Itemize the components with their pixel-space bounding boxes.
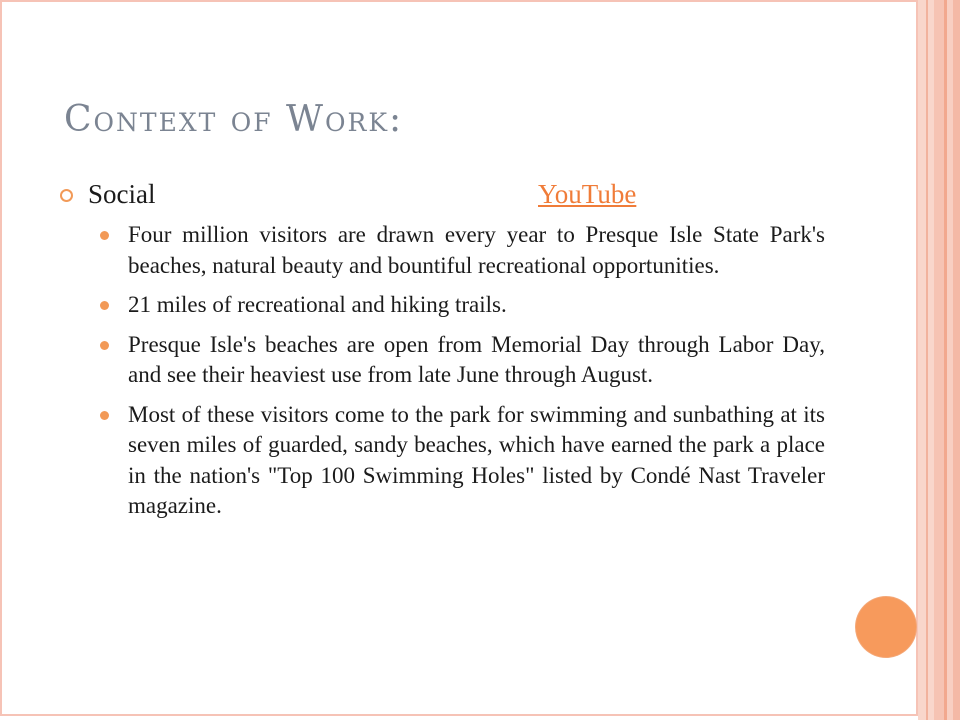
bullet-text: Most of these visitors come to the park for swimming and sunbathing at its seven miles of guarded, sandy beaches, which have earned the park a place in the nation's "Top 100 Swimming Holes" listed by Condé Nast Traveler magazine. [128,401,825,518]
ring-bullet-icon [60,189,73,202]
dot-bullet-icon [100,301,109,310]
youtube-link[interactable]: YouTube [538,179,637,209]
slide-content [60,176,825,531]
heading-bullet [60,176,825,212]
decorative-stripe [918,0,926,720]
list-item [60,330,825,391]
decorative-circle [856,597,916,657]
heading-label: Social [88,179,156,209]
list-item [60,400,825,522]
decorative-stripe [934,0,944,720]
bullet-text: Four million visitors are drawn every year to Presque Isle State Park's beaches, natural beauty and bountiful recreational opportunities. [128,222,825,278]
bullet-list [60,220,825,522]
slide-title: Context of Work: [64,99,404,140]
dot-bullet-icon [100,231,109,240]
list-item [60,220,825,281]
decorative-stripe [953,0,960,720]
bullet-text: Presque Isle's beaches are open from Memorial Day through Labor Day, and see their heaviest use from late June through August. [128,331,825,387]
list-item [60,290,825,321]
bullet-text: 21 miles of recreational and hiking trails. [128,292,507,317]
dot-bullet-icon [100,341,109,350]
dot-bullet-icon [100,411,109,420]
